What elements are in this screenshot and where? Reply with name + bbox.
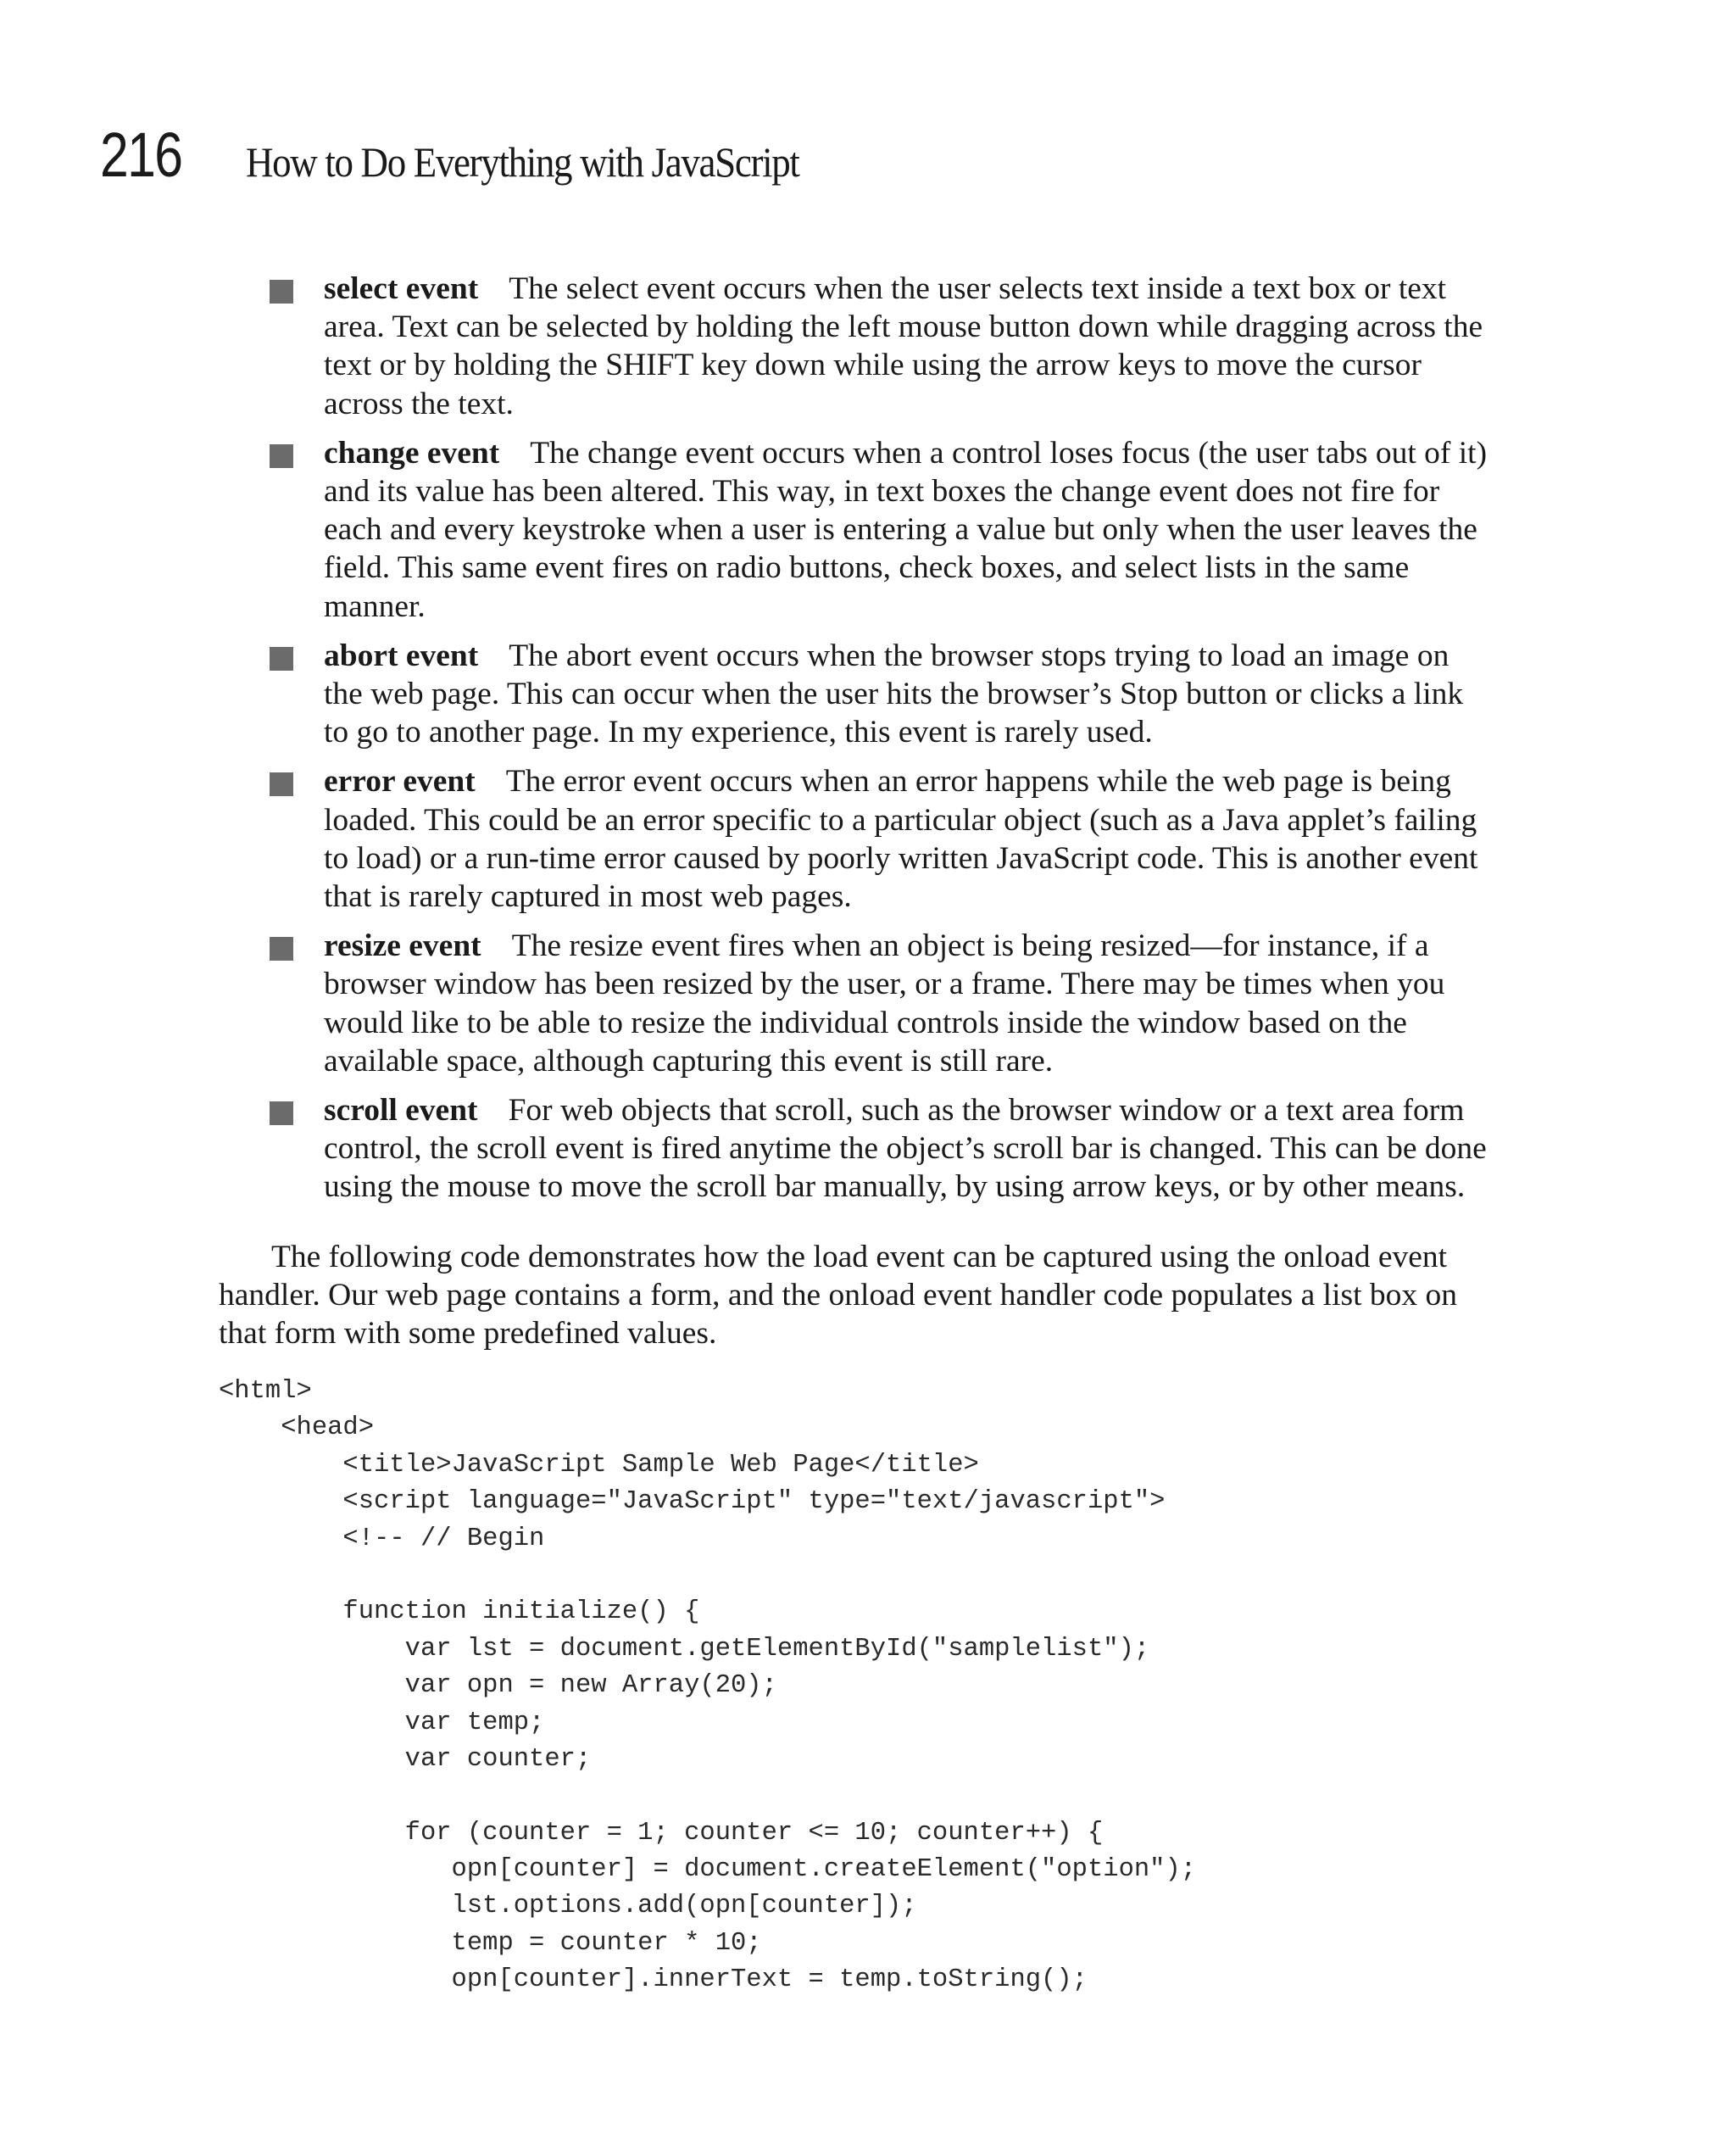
page-header bbox=[100, 119, 860, 191]
bullet-text: The abort event occurs when the browser stops trying to load an image on the web page. This can occur when the user hits the browser’s Stop button or clicks a link to go to another page. In my experience, this event is rarely used. bbox=[324, 638, 1464, 750]
bullet-term: resize event bbox=[324, 928, 481, 964]
code-line: var lst = document.getElementById("samplelist"); bbox=[219, 1634, 1150, 1664]
bullet-text: For web objects that scroll, such as the browser window or a text area form control, the scroll event is fired anytime the object’s scroll bar is changed. This can be done using the mouse to move the scroll bar manually, by using arrow keys, or by other means. bbox=[324, 1093, 1487, 1205]
bullet-text: The resize event fires when an object is being resized—for instance, if a browser window has been resized by the user, or a frame. There may be times when you would like to be able to resize the individual controls inside the window based on the available space, although capturing this event is still rare. bbox=[324, 928, 1445, 1079]
bullet-select-event bbox=[270, 270, 1490, 423]
bullet-term: abort event bbox=[324, 638, 479, 673]
square-bullet-icon bbox=[270, 444, 293, 468]
code-line: <html> bbox=[219, 1377, 312, 1406]
bullet-resize-event bbox=[270, 927, 1490, 1080]
code-line bbox=[219, 1778, 1196, 1814]
bullet-error-event bbox=[270, 762, 1490, 916]
bullet-term: select event bbox=[324, 271, 479, 306]
bullet-scroll-event bbox=[270, 1091, 1490, 1207]
code-line: opn[counter] = document.createElement("option"); bbox=[219, 1855, 1197, 1885]
code-line: lst.options.add(opn[counter]); bbox=[219, 1892, 917, 1921]
code-line: opn[counter].innerText = temp.toString(); bbox=[219, 1965, 1088, 1995]
code-line: <title>JavaScript Sample Web Page</title> bbox=[219, 1450, 979, 1480]
square-bullet-icon bbox=[270, 937, 293, 961]
code-listing bbox=[219, 1374, 1196, 1999]
square-bullet-icon bbox=[270, 280, 293, 304]
intro-paragraph: The following code demonstrates how the load event can be captured using the onload event handler. Our web page contains a form, and the onload event handler code populates a list box on that form with some predefined values. bbox=[219, 1240, 1458, 1352]
code-line: <script language="JavaScript" type="text/javascript"> bbox=[219, 1487, 1166, 1517]
bullet-term: change event bbox=[324, 435, 500, 471]
code-line: var opn = new Array(20); bbox=[219, 1671, 777, 1701]
bullet-abort-event bbox=[270, 637, 1490, 752]
square-bullet-icon bbox=[270, 772, 293, 796]
code-line: <head> bbox=[219, 1413, 375, 1443]
code-line: temp = counter * 10; bbox=[219, 1928, 762, 1958]
book-title: How to Do Everything with JavaScript bbox=[246, 138, 799, 186]
code-line: var temp; bbox=[219, 1708, 545, 1737]
page-number: 216 bbox=[100, 120, 182, 190]
code-line: <!-- // Begin bbox=[219, 1524, 545, 1553]
bullet-text: The select event occurs when the user selects text inside a text box or text area. Text can be selected by holding the left mouse button down while dragging across the text or by holding the SHIFT key down while using the arrow keys to move the cursor across the text. bbox=[324, 271, 1483, 421]
bullet-text: The error event occurs when an error happens while the web page is being loaded. This could be an error specific to a particular object (such as a Java applet’s failing to load) or a run-time error caused by poorly written JavaScript code. This is another event that is rarely captured in most web pages. bbox=[324, 764, 1478, 915]
code-line bbox=[219, 1558, 1196, 1594]
square-bullet-icon bbox=[270, 647, 293, 671]
square-bullet-icon bbox=[270, 1101, 293, 1125]
code-line: for (counter = 1; counter <= 10; counter++) { bbox=[219, 1818, 1104, 1848]
bullet-term: scroll event bbox=[324, 1093, 478, 1129]
bullet-term: error event bbox=[324, 764, 476, 800]
bullet-change-event bbox=[270, 434, 1490, 626]
code-line: var counter; bbox=[219, 1744, 592, 1774]
event-bullet-list bbox=[270, 270, 1490, 1218]
bullet-text: The change event occurs when a control loses focus (the user tabs out of it) and its value has been altered. This way, in text boxes the change event does not fire for each and every keystroke when a user is entering a value but only when the user leaves the field. This same event fires on radio buttons, check boxes, and select lists in the same manner. bbox=[324, 435, 1488, 624]
code-line: function initialize() { bbox=[219, 1597, 700, 1627]
